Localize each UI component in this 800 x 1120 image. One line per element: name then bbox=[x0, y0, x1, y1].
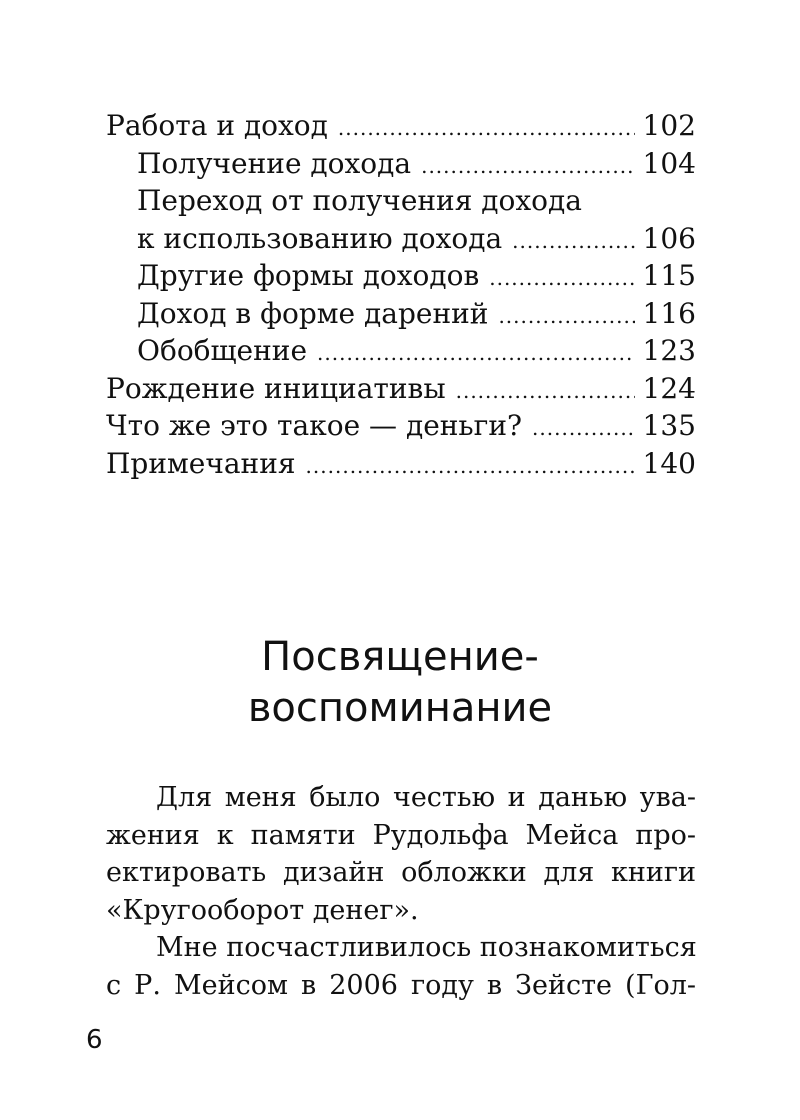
toc-entry-page: 123 bbox=[642, 334, 696, 367]
paragraph-line: «Кругооборот денег». bbox=[106, 894, 419, 926]
toc-entry-title: Другие формы доходов bbox=[137, 259, 480, 292]
toc-entry[interactable] bbox=[106, 295, 696, 333]
paragraph-line: ектировать дизайн обложки для книги bbox=[106, 857, 696, 888]
toc-entry[interactable] bbox=[106, 107, 696, 145]
body-text bbox=[106, 779, 696, 1004]
toc-entry[interactable] bbox=[106, 370, 696, 408]
toc-leader-dots bbox=[489, 260, 634, 298]
paragraph-line: Мне посчастливилось познакомиться bbox=[156, 932, 697, 963]
toc-entry-page: 102 bbox=[642, 109, 696, 142]
paragraph bbox=[106, 779, 696, 929]
toc-entry[interactable] bbox=[106, 145, 696, 183]
toc-entry-title: к использованию дохода bbox=[137, 221, 503, 255]
toc-entry[interactable] bbox=[106, 407, 696, 445]
paragraph-line: с Р. Мейсом в 2006 году в Зейсте (Гол- bbox=[106, 969, 696, 1001]
toc-entry[interactable] bbox=[106, 332, 696, 370]
table-of-contents bbox=[106, 107, 696, 482]
section-heading-line1: Посвящение- bbox=[261, 634, 539, 680]
toc-entry-title: Работа и доход bbox=[106, 109, 328, 142]
paragraph-line: жения к памяти Рудольфа Мейса про- bbox=[106, 819, 696, 851]
toc-leader-dots bbox=[532, 410, 635, 448]
page-number: 6 bbox=[86, 1025, 103, 1055]
toc-entry[interactable] bbox=[106, 220, 696, 258]
toc-leader-dots bbox=[456, 373, 635, 411]
toc-entry-title: Доход в форме дарений bbox=[137, 296, 489, 330]
toc-entry-page: 106 bbox=[642, 221, 696, 255]
toc-entry-title: Рождение инициативы bbox=[106, 371, 446, 405]
toc-leader-dots bbox=[317, 335, 635, 373]
toc-leader-dots bbox=[338, 110, 635, 148]
toc-entry-title: Получение дохода bbox=[137, 146, 412, 180]
toc-entry-page: 140 bbox=[642, 446, 696, 480]
section-heading bbox=[0, 632, 800, 734]
toc-entry-title: Примечания bbox=[106, 446, 296, 480]
toc-entry-page: 116 bbox=[642, 296, 696, 330]
toc-leader-dots bbox=[512, 223, 634, 261]
toc-entry-page: 104 bbox=[642, 146, 696, 180]
paragraph bbox=[106, 929, 696, 1004]
toc-leader-dots bbox=[421, 148, 634, 186]
toc-entry[interactable] bbox=[106, 257, 696, 295]
toc-entry-title-line1[interactable]: Переход от получения дохода bbox=[137, 184, 582, 217]
toc-leader-dots bbox=[498, 298, 634, 336]
toc-entry-page: 124 bbox=[642, 371, 696, 405]
toc-entry-page: 115 bbox=[642, 259, 696, 292]
toc-leader-dots bbox=[306, 448, 635, 486]
toc-entry[interactable] bbox=[106, 445, 696, 483]
toc-entry-title: Что же это такое — деньги? bbox=[106, 409, 523, 442]
toc-entry-title: Обобщение bbox=[137, 334, 308, 367]
toc-entry-page: 135 bbox=[642, 409, 696, 442]
section-heading-line2: воспоминание bbox=[247, 685, 553, 731]
paragraph-line: Для меня было честью и данью ува- bbox=[156, 782, 696, 813]
